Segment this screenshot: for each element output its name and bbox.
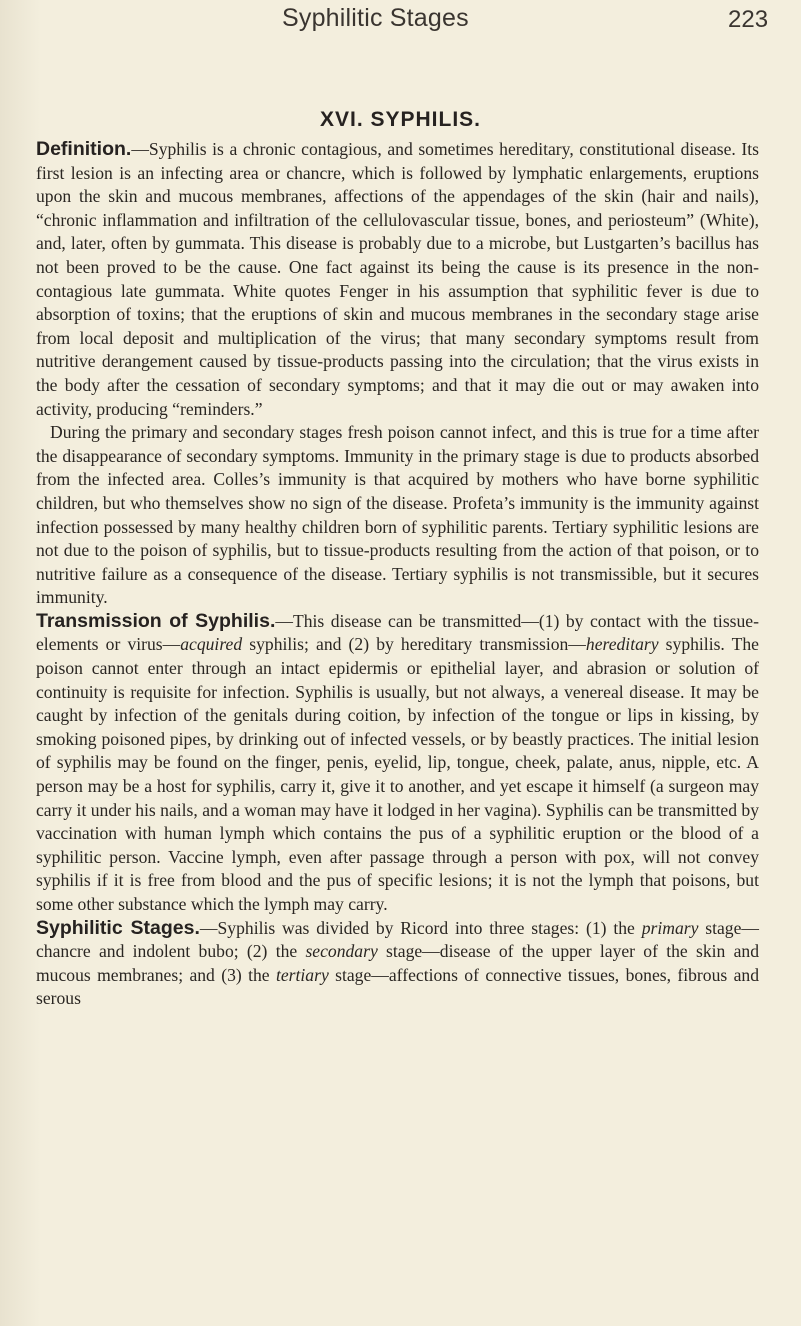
running-head: Syphilitic Stages (282, 4, 469, 32)
transmission-text-1: —This disease can be transmitted—(1) by contact with the tissue-elements or virus— (36, 610, 759, 655)
immunity-paragraph: During the primary and secondary stages fresh poison cannot infect, and this is true for a time after the disappearance of secondary symptoms. Immunity in the primary stage is due to products absorbed from the infected area. Colles’s immunity is that acquired by mothers who have borne syphilitic children, but who themselves show no sign of the disease. Profeta’s immunity is the immunity against infection possessed by many healthy children born of syphilitic parents. Tertiary syphilitic lesions are not due to the poison of syphilis, but to tissue-products resulting from the action of that poison, or to nutritive failure as a consequence of the disease. Tertiary syphilis is not transmissible, but it secures immunity. (36, 422, 759, 608)
stages-paragraph (36, 917, 759, 1011)
transmission-paragraph (36, 610, 759, 917)
stages-text-1: —Syphilis was divided by Ricord into three stages: (1) the (199, 917, 642, 938)
transmission-text-2: syphilis; and (2) by hereditary transmission— (242, 634, 586, 655)
transmission-emphasis-hereditary: hereditary (585, 634, 659, 655)
stages-heading: Syphilitic Stages. (36, 916, 200, 939)
page-header (0, 4, 801, 44)
transmission-emphasis-acquired: acquired (180, 634, 243, 655)
transmission-text-3: syphilis. The poison cannot enter through an intact epidermis or epithelial layer, and abrasion or solution of continuity is requisite for infection. Syphilis is usually, but not always, a venereal disease. It may be caught by infection of the genitals during coition, by infection of the tongue or lips in kissing, by smoking poisoned pipes, by drinking out of infected vessels, or by beastly practices. The initial lesion of syphilis may be found on the finger, penis, eyelid, lip, tongue, cheek, palate, anus, nipple, etc. A person may be a host for syphilis, carry it, give it to another, and yet escape it himself (a surgeon may carry it under his nails, and a woman may have it lodged in her vagina). Syphilis can be transmitted by vaccination with human lymph which contains the pus of a syphilitic eruption or the blood of a syphilitic person. Vaccine lymph, even after passage through a person with pox, will not convey syphilis if it is free from blood and the pus of specific lesions; it is not the lymph that poisons, but some other substance which the lymph may carry. (36, 634, 759, 914)
definition-paragraph (36, 138, 759, 421)
stages-text-2: stage—chancre and indolent bubo; (2) the (36, 917, 759, 962)
definition-text: —Syphilis is a chronic contagious, and sometimes hereditary, constitutional disease. Its first lesion is an infecting area or chancre, which is followed by lymphatic enlargements, eruptions upon the skin and mucous membranes, affections of the appendages of the skin (hair and nails), “chronic inflammation and infiltration of the cellulovascular tissue, bones, and periosteum” (White), and, later, often by gummata. This disease is probably due to a microbe, but Lustgarten’s bacillus has not been proved to be the cause. One fact against its being the cause is its presence in the non-contagious late gummata. White quotes Fenger in his assumption that syphilitic fever is due to absorption of toxins; that the eruptions of skin and mucous membranes in the secondary stage arise from local deposit and multiplication of the virus; that many secondary symptoms result from nutritive derangement caused by tissue-products passing into the circulation; that the virus exists in the body after the cessation of secondary symptoms; and that it may die out or may awaken into activity, producing “reminders.” (36, 139, 759, 419)
page-edge-shadow (0, 0, 40, 1326)
definition-heading: Definition. (36, 138, 132, 160)
stages-text-4: stage—affections of connective tissues, bones, fibrous and serous (36, 964, 759, 1009)
stages-emphasis-tertiary: tertiary (275, 964, 329, 985)
stages-text-3: stage—disease of the upper layer of the skin and mucous membranes; and (3) the (36, 941, 759, 985)
stages-emphasis-primary: primary (641, 917, 699, 938)
transmission-heading: Transmission of Syphilis. (36, 609, 276, 632)
page-number: 223 (728, 6, 769, 33)
stages-emphasis-secondary: secondary (305, 941, 378, 962)
body-text (36, 138, 759, 1011)
chapter-title: XVI. SYPHILIS. (319, 108, 482, 131)
